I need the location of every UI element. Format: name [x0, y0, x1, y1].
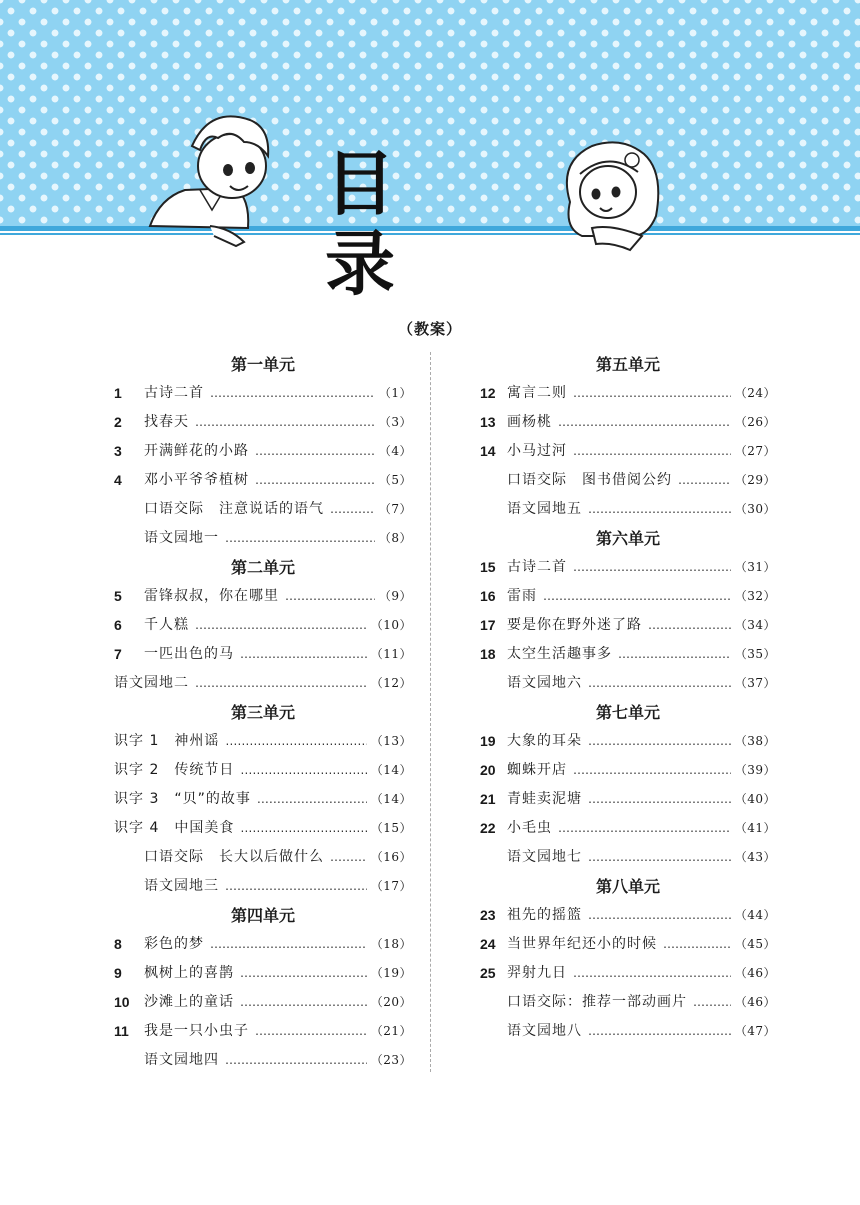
lesson-title: 语文园地八 — [507, 1023, 582, 1039]
toc-entry[interactable] — [114, 669, 412, 698]
page-number: （20） — [370, 995, 412, 1009]
toc-entry[interactable] — [480, 466, 776, 495]
dot-leader — [573, 756, 731, 785]
lesson-number: 14 — [480, 443, 496, 459]
page-number: （47） — [734, 1024, 776, 1038]
page-number: （39） — [734, 763, 776, 777]
lesson-number: 6 — [114, 617, 122, 633]
lesson-title: 语文园地二 — [114, 675, 189, 691]
unit-title: 第八单元 — [595, 877, 660, 896]
dot-leader — [678, 466, 731, 495]
lesson-title: 千人糕 — [144, 617, 189, 633]
lesson-title: 小马过河 — [507, 443, 567, 459]
dot-leader — [693, 988, 731, 1017]
lesson-number: 2 — [114, 414, 122, 430]
lesson-title: 古诗二首 — [507, 559, 567, 575]
lesson-title: 寓言二则 — [507, 385, 567, 401]
lesson-number: 21 — [480, 791, 496, 807]
toc-entry[interactable] — [480, 988, 776, 1017]
boy-illustration — [140, 98, 280, 258]
lesson-title: 语文园地一 — [144, 530, 219, 546]
toc-entry[interactable] — [480, 930, 776, 959]
toc-entry[interactable] — [114, 524, 412, 553]
lesson-title: 识字 2 传统节日 — [114, 762, 235, 778]
dot-leader — [255, 437, 375, 466]
dot-leader — [225, 727, 366, 756]
toc-entry[interactable] — [114, 756, 412, 785]
page-number: （30） — [734, 502, 776, 516]
lesson-title: 识字 1 神州谣 — [114, 733, 220, 749]
page-number: （29） — [734, 473, 776, 487]
toc-entry[interactable] — [114, 814, 412, 843]
dot-leader — [285, 582, 375, 611]
toc-entry[interactable] — [480, 959, 776, 988]
unit-title: 第六单元 — [595, 529, 660, 548]
dot-leader — [257, 785, 367, 814]
dot-leader — [588, 785, 731, 814]
page-number: （8） — [378, 531, 412, 545]
dot-leader — [573, 437, 731, 466]
lesson-number: 10 — [114, 994, 130, 1010]
toc-entry[interactable] — [114, 988, 412, 1017]
toc-entry[interactable] — [480, 814, 776, 843]
page-number: （12） — [370, 676, 412, 690]
toc-entry[interactable] — [480, 437, 776, 466]
lesson-title: 古诗二首 — [144, 385, 204, 401]
page-number: （23） — [370, 1053, 412, 1067]
toc-entry[interactable] — [114, 1046, 412, 1075]
toc-entry[interactable] — [480, 611, 776, 640]
lesson-number: 22 — [480, 820, 496, 836]
page-number: （16） — [370, 850, 412, 864]
toc-entry[interactable] — [480, 379, 776, 408]
dot-leader — [648, 611, 731, 640]
page-number: （3） — [378, 415, 412, 429]
page-number: （41） — [734, 821, 776, 835]
toc-entry[interactable] — [480, 727, 776, 756]
page-number: （5） — [378, 473, 412, 487]
dot-leader — [240, 640, 367, 669]
lesson-title: 雷锋叔叔，你在哪里 — [144, 588, 279, 604]
toc-entry[interactable] — [114, 959, 412, 988]
toc-entry[interactable] — [114, 408, 412, 437]
lesson-title: 羿射九日 — [507, 965, 567, 981]
lesson-title: 雷雨 — [507, 588, 537, 604]
page-number: （43） — [734, 850, 776, 864]
lesson-number: 23 — [480, 907, 496, 923]
dot-leader — [225, 1046, 367, 1075]
page-number: （45） — [734, 937, 776, 951]
toc-entry[interactable] — [480, 785, 776, 814]
lesson-title: 语文园地六 — [507, 675, 582, 691]
lesson-title: 大象的耳朵 — [507, 733, 582, 749]
toc-entry[interactable] — [114, 611, 412, 640]
lesson-number: 13 — [480, 414, 496, 430]
toc-entry[interactable] — [480, 669, 776, 698]
toc-entry[interactable] — [114, 582, 412, 611]
lesson-title: 小毛虫 — [507, 820, 552, 836]
toc-entry[interactable] — [114, 640, 412, 669]
dot-leader — [240, 988, 367, 1017]
toc-entry[interactable] — [114, 872, 412, 901]
lesson-title: 太空生活趣事多 — [507, 646, 612, 662]
lesson-number: 7 — [114, 646, 122, 662]
page-number: （44） — [734, 908, 776, 922]
dot-leader — [543, 582, 731, 611]
toc-entry[interactable] — [114, 466, 412, 495]
toc-entry[interactable] — [480, 495, 776, 524]
lesson-number: 1 — [114, 385, 122, 401]
dot-leader — [588, 843, 731, 872]
lesson-title: 我是一只小虫子 — [144, 1023, 249, 1039]
dot-leader — [240, 756, 366, 785]
lesson-number: 18 — [480, 646, 496, 662]
dot-leader — [588, 901, 731, 930]
lesson-title: 青蛙卖泥塘 — [507, 791, 582, 807]
toc-entry[interactable] — [114, 785, 412, 814]
page-number: （21） — [370, 1024, 412, 1038]
toc-entry[interactable] — [114, 727, 412, 756]
lesson-title: 语文园地七 — [507, 849, 582, 865]
page-number: （9） — [378, 589, 412, 603]
toc-entry[interactable] — [114, 379, 412, 408]
lesson-number: 16 — [480, 588, 496, 604]
page-number: （10） — [370, 618, 412, 632]
page-number: （31） — [734, 560, 776, 574]
dot-leader — [558, 408, 731, 437]
lesson-title: 语文园地三 — [144, 878, 219, 894]
page-title: 目录 — [325, 142, 429, 305]
toc-entry[interactable] — [480, 582, 776, 611]
lesson-title: 彩色的梦 — [144, 936, 204, 952]
page-number: （27） — [734, 444, 776, 458]
page-number: （35） — [734, 647, 776, 661]
page-number: （38） — [734, 734, 776, 748]
page-number: （17） — [370, 879, 412, 893]
dot-leader — [195, 408, 375, 437]
page-number: （15） — [370, 821, 412, 835]
unit-title: 第五单元 — [595, 355, 660, 374]
page-number: （14） — [370, 792, 412, 806]
page-number: （46） — [734, 995, 776, 1009]
lesson-title: 口语交际 注意说话的语气 — [144, 501, 324, 517]
toc-entry[interactable] — [114, 930, 412, 959]
page-number: （4） — [378, 444, 412, 458]
lesson-title: 语文园地四 — [144, 1052, 219, 1068]
lesson-number: 8 — [114, 936, 122, 952]
dot-leader — [558, 814, 731, 843]
page-number: （34） — [734, 618, 776, 632]
page-number: （1） — [378, 386, 412, 400]
lesson-number: 12 — [480, 385, 496, 401]
unit-title: 第三单元 — [230, 703, 295, 722]
dot-leader — [663, 930, 731, 959]
lesson-title: 一匹出色的马 — [144, 646, 234, 662]
dot-leader — [330, 495, 375, 524]
toc-entry[interactable] — [480, 756, 776, 785]
lesson-title: 口语交际：推荐一部动画片 — [507, 994, 687, 1010]
page-number: （26） — [734, 415, 776, 429]
lesson-title: 画杨桃 — [507, 414, 552, 430]
page-number: （18） — [370, 937, 412, 951]
dot-leader — [588, 669, 731, 698]
page-number: （37） — [734, 676, 776, 690]
lesson-number: 25 — [480, 965, 496, 981]
dot-leader — [255, 466, 375, 495]
toc-entry[interactable] — [114, 495, 412, 524]
lesson-title: 识字 4 中国美食 — [114, 820, 235, 836]
dot-leader — [588, 727, 731, 756]
column-divider — [430, 352, 431, 1072]
page-number: （13） — [370, 734, 412, 748]
dot-leader — [255, 1017, 367, 1046]
lesson-title: 口语交际 长大以后做什么 — [144, 849, 324, 865]
unit-title: 第二单元 — [230, 558, 295, 577]
girl-illustration — [552, 132, 672, 257]
lesson-title: 枫树上的喜鹊 — [144, 965, 234, 981]
lesson-title: 识字 3 “贝”的故事 — [114, 791, 251, 807]
lesson-number: 9 — [114, 965, 122, 981]
toc-entry[interactable] — [480, 640, 776, 669]
page-number: （32） — [734, 589, 776, 603]
lesson-title: 口语交际 图书借阅公约 — [507, 472, 672, 488]
lesson-title: 要是你在野外迷了路 — [507, 617, 642, 633]
lesson-number: 20 — [480, 762, 496, 778]
lesson-title: 当世界年纪还小的时候 — [507, 936, 657, 952]
page-number: （40） — [734, 792, 776, 806]
lesson-title: 语文园地五 — [507, 501, 582, 517]
dot-leader — [210, 930, 367, 959]
toc-entry[interactable] — [114, 437, 412, 466]
unit-title: 第一单元 — [230, 355, 295, 374]
toc-entry[interactable] — [480, 1017, 776, 1046]
dot-leader — [210, 379, 375, 408]
lesson-title: 找春天 — [144, 414, 189, 430]
lesson-title: 邓小平爷爷植树 — [144, 472, 249, 488]
lesson-title: 蜘蛛开店 — [507, 762, 567, 778]
dot-leader — [588, 1017, 731, 1046]
toc-entry[interactable] — [480, 843, 776, 872]
unit-title: 第七单元 — [595, 703, 660, 722]
dot-leader — [573, 379, 731, 408]
page-number: （11） — [370, 647, 412, 661]
toc-entry[interactable] — [480, 901, 776, 930]
lesson-number: 24 — [480, 936, 496, 952]
lesson-number: 15 — [480, 559, 496, 575]
page-number: （7） — [378, 502, 412, 516]
page-number: （14） — [370, 763, 412, 777]
dot-leader — [195, 611, 367, 640]
dot-leader — [240, 959, 367, 988]
dot-leader — [573, 959, 731, 988]
toc-entry[interactable] — [114, 1017, 412, 1046]
dot-leader — [225, 872, 367, 901]
lesson-number: 11 — [114, 1023, 129, 1039]
toc-entry[interactable] — [480, 553, 776, 582]
page-number: （46） — [734, 966, 776, 980]
toc-left-column — [114, 350, 412, 1075]
lesson-number: 4 — [114, 472, 122, 488]
lesson-title: 沙滩上的童话 — [144, 994, 234, 1010]
unit-title: 第四单元 — [230, 906, 295, 925]
dot-leader — [330, 843, 367, 872]
lesson-number: 17 — [480, 617, 496, 633]
toc-entry[interactable] — [480, 408, 776, 437]
dot-leader — [573, 553, 731, 582]
lesson-number: 5 — [114, 588, 122, 604]
dot-leader — [195, 669, 367, 698]
toc-right-column — [480, 350, 776, 1046]
dot-leader — [588, 495, 731, 524]
lesson-number: 19 — [480, 733, 496, 749]
toc-entry[interactable] — [114, 843, 412, 872]
dot-leader — [225, 524, 375, 553]
lesson-title: 开满鲜花的小路 — [144, 443, 249, 459]
lesson-number: 3 — [114, 443, 122, 459]
section-label: （教案） — [397, 320, 462, 338]
lesson-title: 祖先的摇篮 — [507, 907, 582, 923]
dot-leader — [618, 640, 731, 669]
page-number: （19） — [370, 966, 412, 980]
dot-leader — [240, 814, 366, 843]
page-number: （24） — [734, 386, 776, 400]
